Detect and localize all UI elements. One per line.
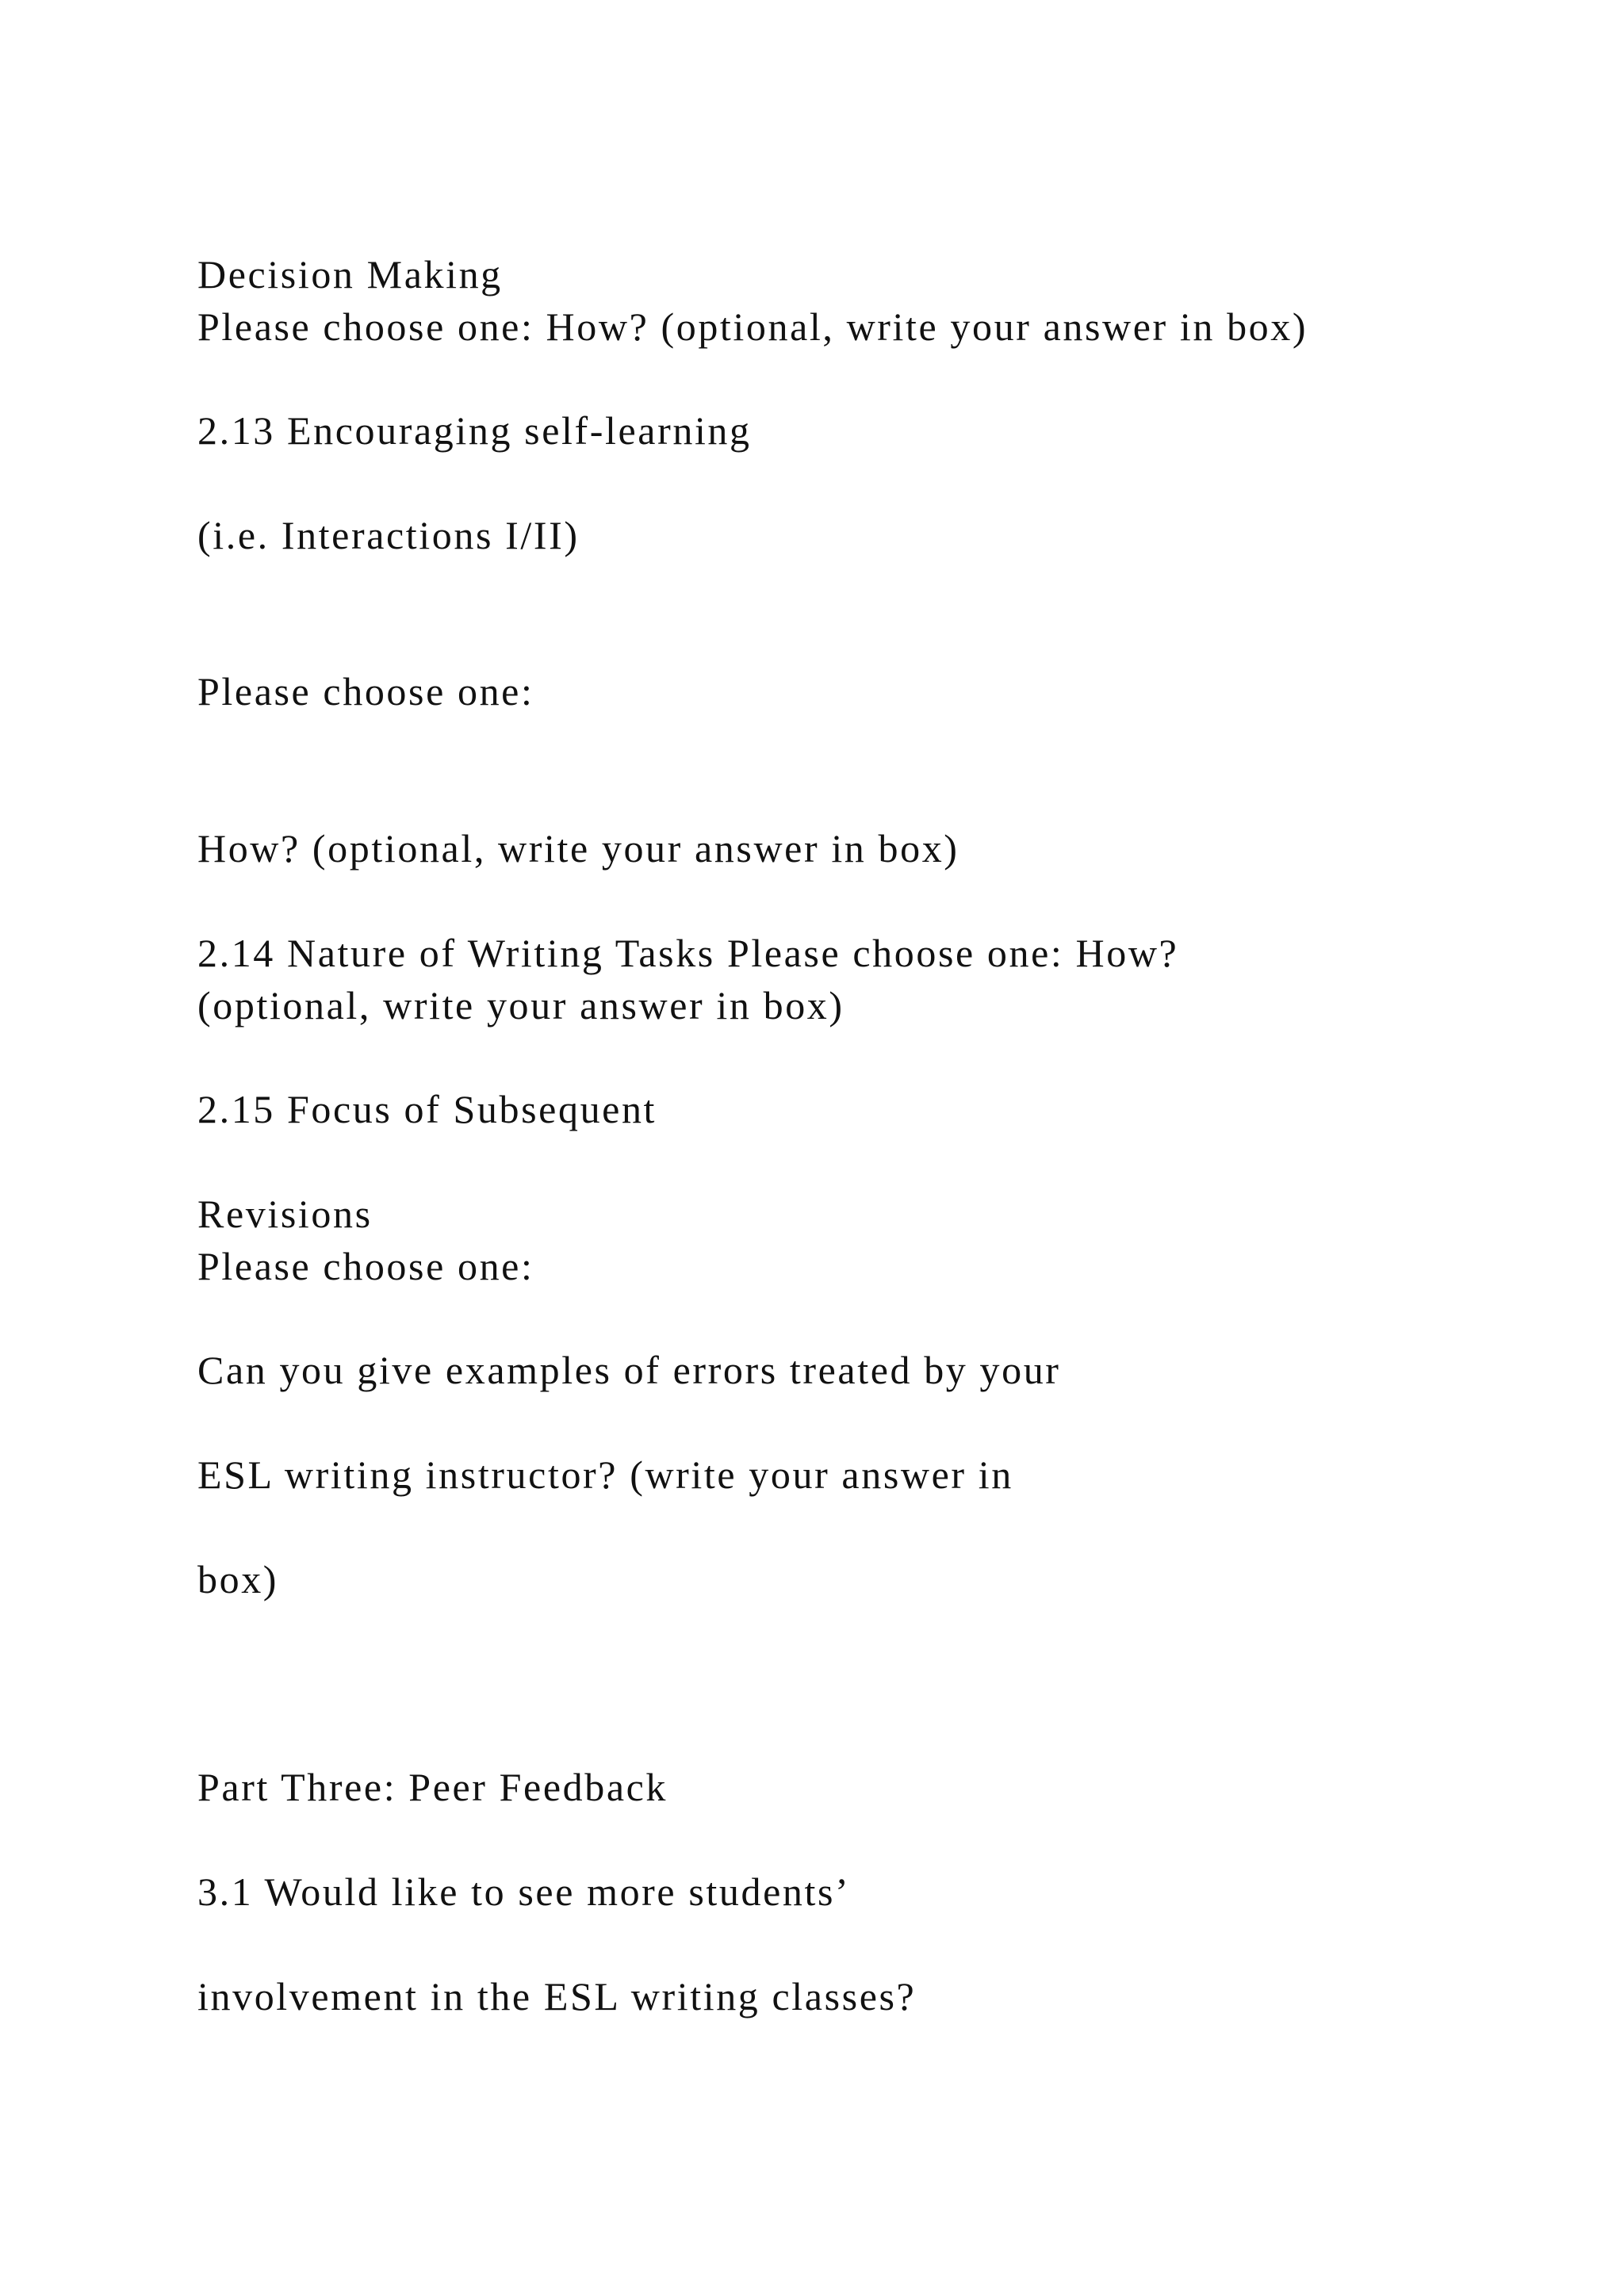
section-heading-decision-making: Decision Making	[197, 252, 503, 297]
prompt-choose-one: Please choose one:	[197, 669, 534, 714]
question-2-13-note: (i.e. Interactions I/II)	[197, 513, 580, 557]
prompt-choose-how: Please choose one: How? (optional, write your answer in box)	[197, 304, 1308, 349]
question-3-1: 3.1 Would like to see more students’	[197, 1869, 851, 1914]
question-2-13: 2.13 Encouraging self-learning	[197, 408, 752, 453]
question-3-1-continued: involvement in the ESL writing classes?	[197, 1974, 917, 2019]
prompt-choose-one-2: Please choose one:	[197, 1244, 534, 1288]
question-2-15-continued: Revisions	[197, 1192, 373, 1236]
question-2-14-continued: (optional, write your answer in box)	[197, 983, 845, 1027]
question-error-examples: Can you give examples of errors treated by your	[197, 1348, 1061, 1392]
part-three-heading: Part Three: Peer Feedback	[197, 1765, 668, 1809]
question-error-examples-end: box)	[197, 1557, 279, 1601]
prompt-how-optional: How? (optional, write your answer in box)	[197, 826, 959, 871]
question-2-14: 2.14 Nature of Writing Tasks Please choose one: How?	[197, 931, 1179, 975]
question-error-examples-continued: ESL writing instructor? (write your answer in	[197, 1452, 1013, 1497]
question-2-15: 2.15 Focus of Subsequent	[197, 1087, 657, 1131]
